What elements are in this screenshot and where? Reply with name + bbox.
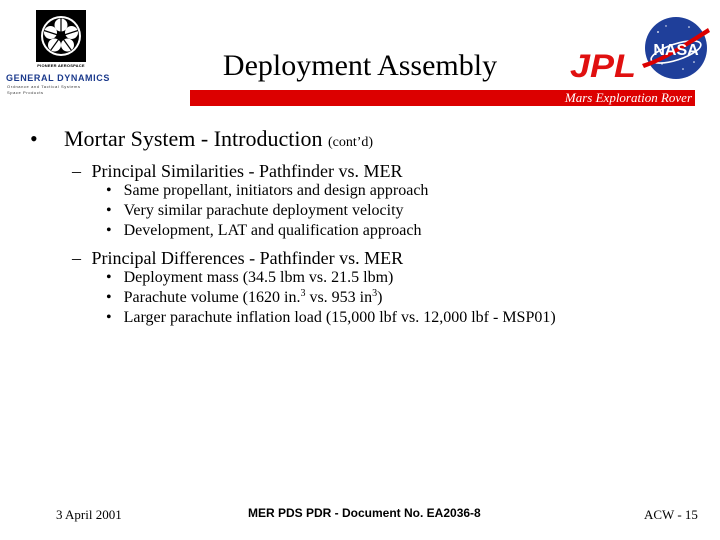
bullet-icon: •	[106, 269, 112, 286]
header-subtitle: Mars Exploration Rover	[564, 90, 692, 105]
bullet-icon: •	[106, 289, 112, 306]
section-heading-text: Principal Differences - Pathfinder vs. MER	[91, 248, 404, 268]
heading-suffix: (cont’d)	[327, 135, 374, 150]
list-item	[106, 308, 556, 328]
section-2-heading	[72, 247, 403, 269]
footer-page-number: ACW - 15	[644, 507, 698, 522]
section-1-heading	[72, 160, 402, 182]
dash-icon: –	[72, 248, 81, 268]
list-item-text	[124, 289, 383, 306]
volume-text-after: )	[377, 289, 383, 306]
general-dynamics-subtitle: Ordnance and Tactical Systems	[7, 84, 81, 89]
list-item-text: Same propellant, initiators and design approach	[123, 182, 429, 199]
bullet-icon: •	[106, 222, 112, 239]
jpl-logo	[570, 50, 638, 80]
list-item-text: Very similar parachute deployment velocity	[123, 202, 404, 219]
dash-icon: –	[72, 161, 81, 181]
bullet-main	[30, 126, 38, 152]
heading-main	[64, 126, 373, 156]
list-item	[106, 201, 404, 221]
bullet-icon: •	[106, 202, 112, 219]
nasa-logo-text: NASA	[653, 42, 699, 59]
list-item-text: Development, LAT and qualification approach	[123, 222, 422, 239]
general-dynamics-subtitle-2: Space Products	[7, 90, 44, 95]
bullet-icon: •	[30, 126, 38, 151]
bullet-icon: •	[106, 182, 112, 199]
nasa-logo	[636, 14, 716, 82]
heading-main-text: Mortar System - Introduction	[64, 126, 323, 151]
footer-document: MER PDS PDR - Document No. EA2036-8	[248, 506, 481, 520]
list-item	[106, 221, 421, 241]
list-item	[106, 181, 428, 201]
jpl-logo-text: JPL	[570, 50, 636, 80]
pioneer-label: PIONEER AEROSPACE	[37, 63, 85, 68]
volume-text-before: Parachute volume (1620 in.	[123, 289, 301, 306]
list-item-text: Deployment mass (34.5 lbm vs. 21.5 lbm)	[123, 269, 394, 286]
superscript-3: 3	[300, 288, 306, 299]
footer-date: 3 April 2001	[56, 507, 122, 522]
general-dynamics-logo: GENERAL DYNAMICS	[6, 73, 110, 83]
superscript-3: 3	[372, 288, 378, 299]
slide-title: Deployment Assembly	[222, 49, 498, 82]
list-item-text: Larger parachute inflation load (15,000 lbf vs. 12,000 lbf - MSP01)	[123, 309, 556, 326]
list-item	[106, 268, 393, 288]
bullet-icon: •	[106, 309, 112, 326]
volume-text-middle: vs. 953 in	[305, 289, 373, 306]
section-heading-text: Principal Similarities - Pathfinder vs. MER	[91, 161, 403, 181]
list-item	[106, 288, 382, 308]
pioneer-aerospace-logo	[36, 10, 86, 62]
